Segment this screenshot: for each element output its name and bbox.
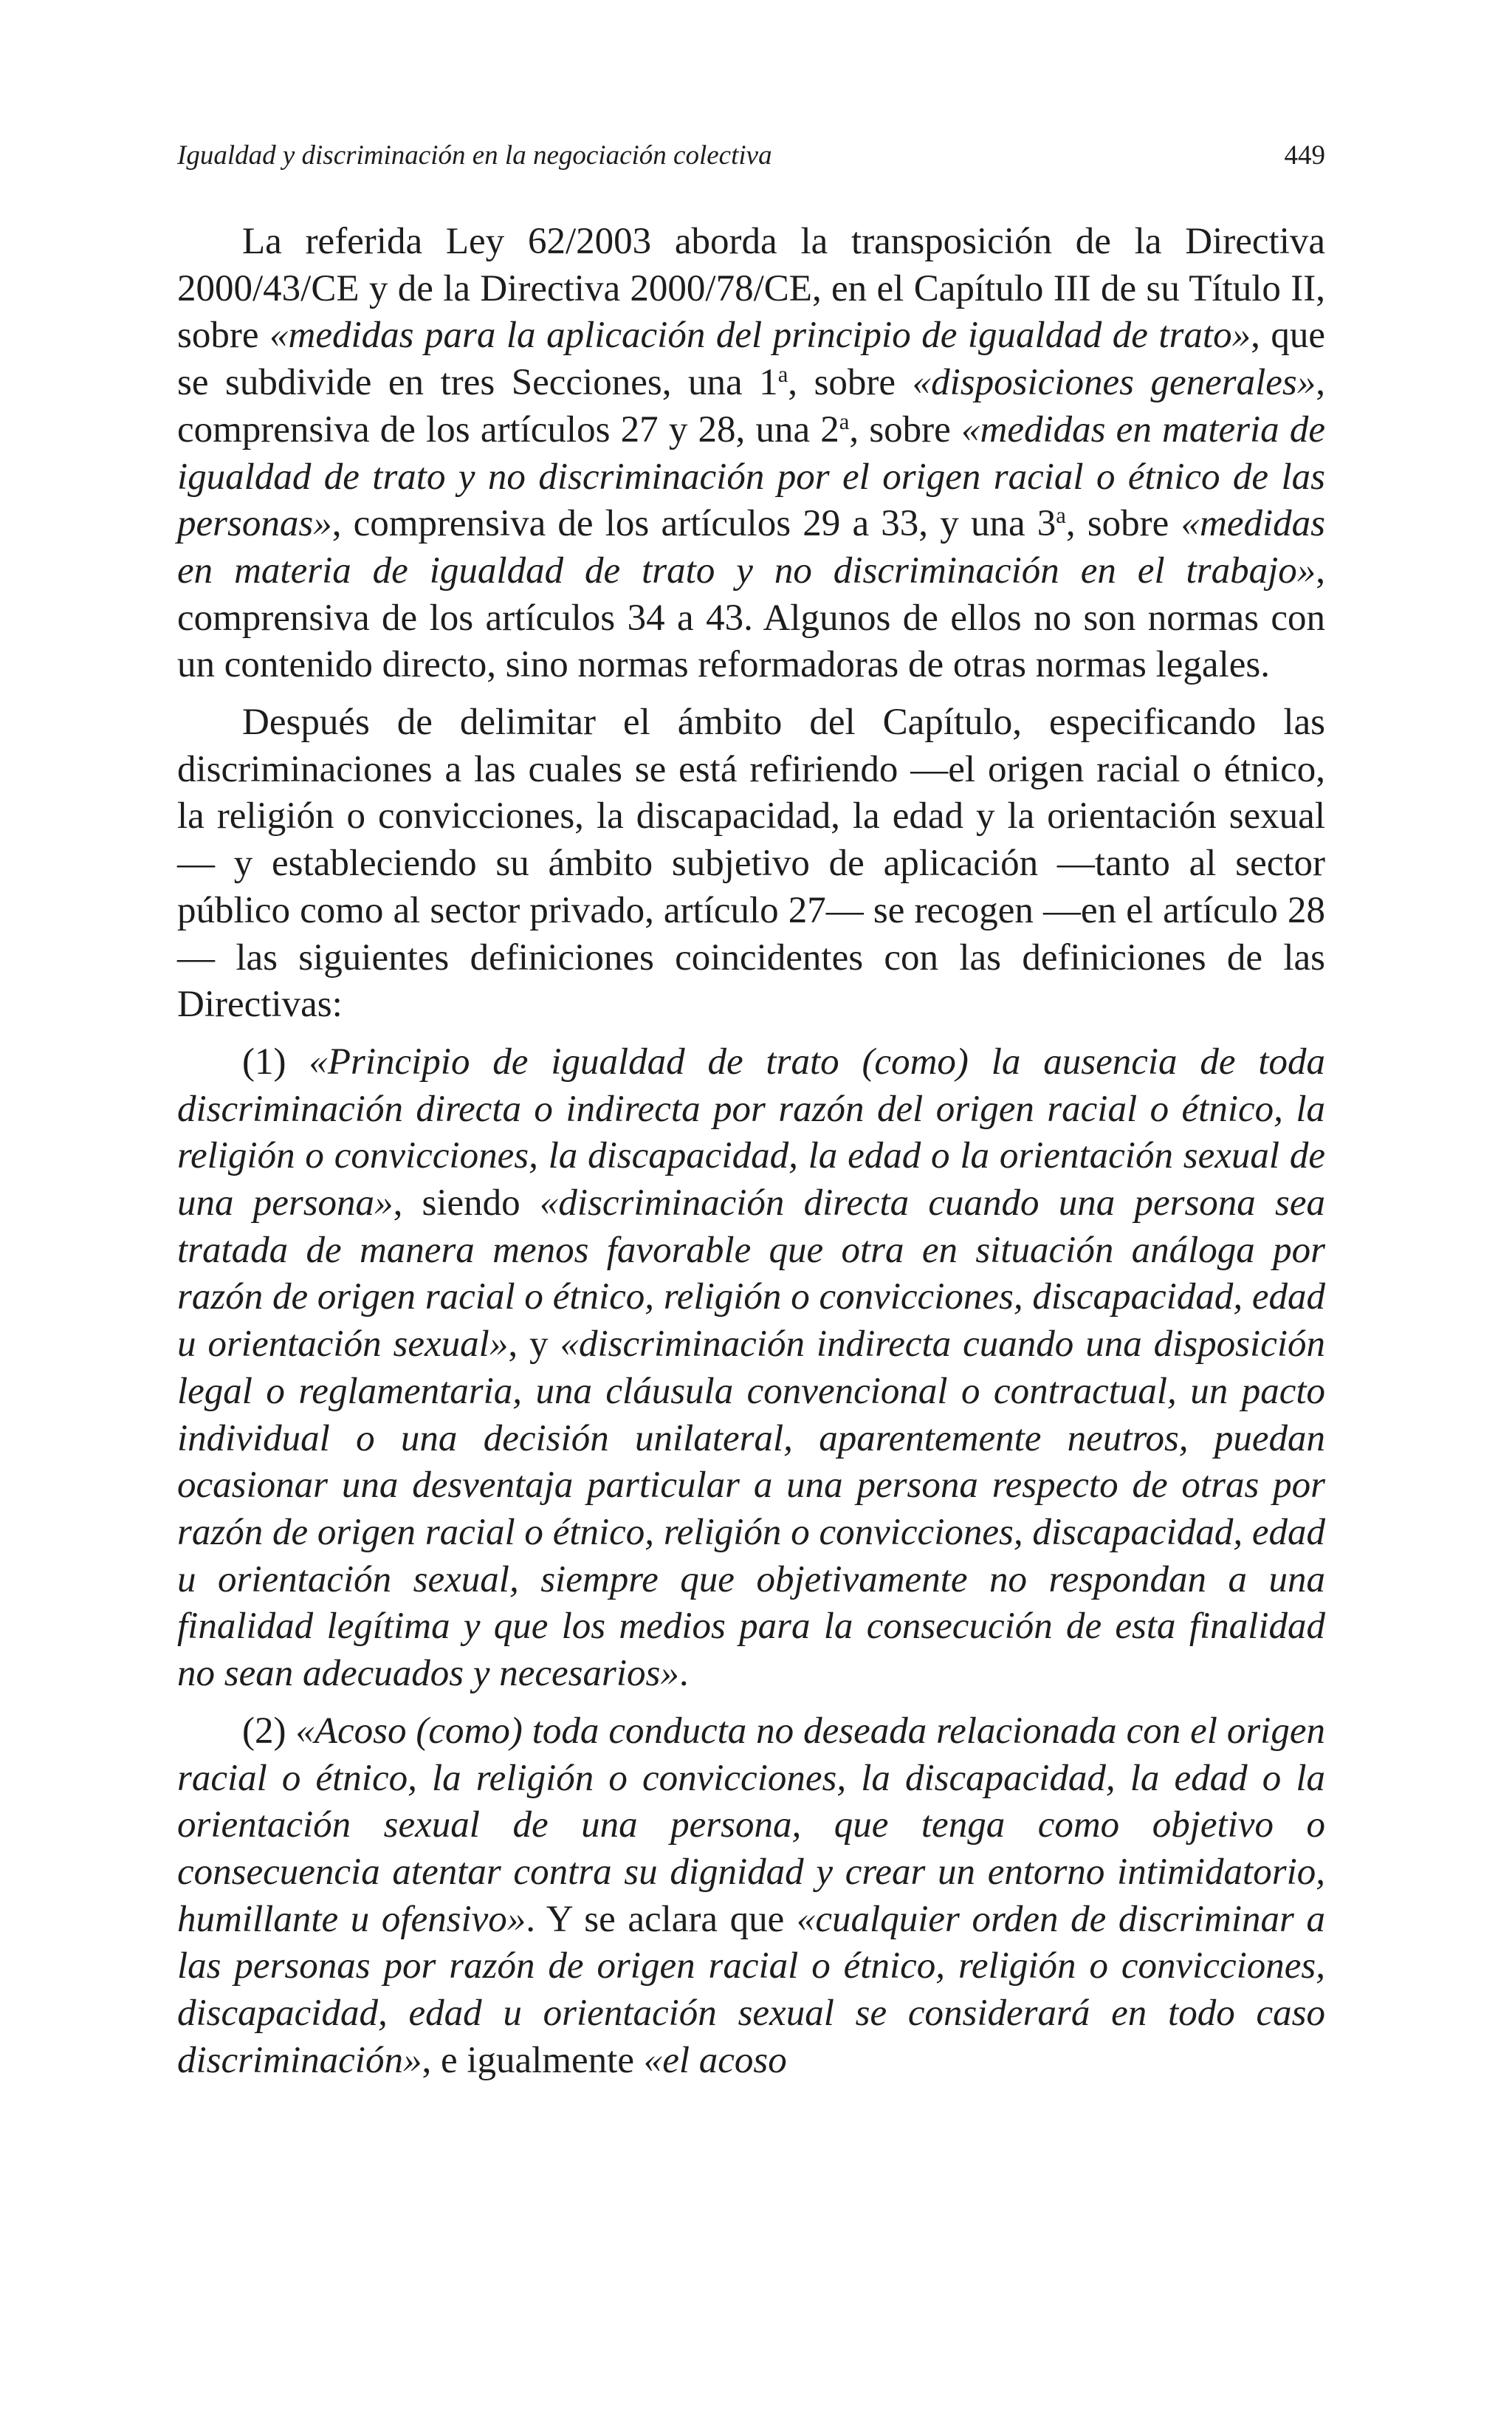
italic-quote: «cualquier orden de discriminar a las personas por razón de origen racial o étnico, religión o convicciones, discapacidad, edad u orientación sexual se considerará en todo caso discriminación» [177, 1898, 1325, 2081]
italic-quote: «medidas en materia de igualdad de trato y no discriminación por el origen racial o étnico de las personas» [177, 408, 1325, 545]
italic-quote: «discriminación indirecta cuando una disposición legal o reglamentaria, una cláusula convencional o contractual, un pacto individual o una decisión unilateral, aparentemente neutros, puedan ocasionar una desventaja particular a una persona respecto de otras por razón de origen racial o étnico, religión o convicciones, discapacidad, edad u orientación sexual, siempre que objetivamente no respondan a una finalidad legítima y que los medios para la consecución de esta finalidad no sean adecuados y necesarios» [177, 1323, 1326, 1695]
text-run: , comprensiva de los artículos 29 a 33, y una 3 [331, 503, 1056, 545]
text-run: , sobre [788, 362, 913, 404]
list-marker: (1) [242, 1041, 309, 1083]
text-run: . [678, 1653, 689, 1695]
ordinal-superscript: a [839, 408, 850, 434]
paragraph-3 [177, 1039, 1325, 1698]
text-run: . Y se aclara que [526, 1898, 797, 1940]
italic-quote: «el acoso [643, 2039, 787, 2081]
text-run: , sobre [849, 408, 961, 450]
ordinal-superscript: a [1056, 503, 1066, 529]
paragraph-4 [177, 1708, 1325, 2085]
text-run: , y [508, 1323, 560, 1366]
book-page [177, 0, 1325, 2412]
italic-quote: «Principio de igualdad de trato (como) la ausencia de toda discriminación directa o indirecta por razón del origen racial o étnico, la religión o convicciones, la discapacidad, la edad o la orientación sexual de una persona» [177, 1041, 1326, 1224]
text-run: , que se subdivide en tres Secciones, una 1 [177, 315, 1326, 404]
italic-quote: «discriminación directa cuando una persona sea tratada de manera menos favorable que otra en situación análoga por razón de origen racial o étnico, religión o convicciones, discapacidad, edad u orientación sexual» [177, 1182, 1325, 1366]
running-title: Igualdad y discriminación en la negociación colectiva [177, 140, 772, 171]
text-run: La referida Ley 62/2003 aborda la transposición de la Directiva 2000/43/CE y de la Directiva 2000/78/CE, en el Capítulo III de su Título II, sobre [177, 221, 1325, 357]
text-run: , e igualmente [422, 2039, 644, 2081]
italic-quote: «Acoso (como) toda conducta no deseada relacionada con el origen racial o étnico, la religión o convicciones, la discapacidad, la edad o la orientación sexual de una persona, que tenga como objetivo o consecuencia atentar contra su dignidad y crear un entorno intimidatorio, humillante u ofensivo» [177, 1710, 1325, 1940]
paragraph-2 [177, 699, 1325, 1029]
text-run: , sobre [1065, 503, 1181, 545]
page-number: 449 [1284, 140, 1325, 171]
text-run: , comprensiva de los artículos 34 a 43. Algunos de ellos no son normas con un contenido directo, sino normas reformadoras de otras normas legales. [177, 549, 1325, 686]
italic-quote: «disposiciones generales» [912, 362, 1316, 404]
body-text [177, 219, 1325, 2094]
text-run: Después de delimitar el ámbito del Capítulo, especificando las discriminaciones a las cuales se está refiriendo —el origen racial o étnico, la religión o convicciones, la discapacidad, la edad y la orientación sexual— y estableciendo su ámbito subjetivo de aplicación —tanto al sector público como al sector privado, artículo 27— se recogen —en el artículo 28— las siguientes definiciones coincidentes con las definiciones de las Directivas: [177, 702, 1325, 1026]
italic-quote: «medidas en materia de igualdad de trato y no discriminación en el trabajo» [177, 503, 1325, 592]
list-marker: (2) [242, 1710, 296, 1752]
paragraph-1 [177, 219, 1325, 689]
italic-quote: «medidas para la aplicación del principio de igualdad de trato» [269, 315, 1251, 357]
text-run: , comprensiva de los artículos 27 y 28, una 2 [177, 362, 1326, 450]
running-header [177, 137, 1325, 174]
ordinal-superscript: a [777, 362, 788, 388]
text-run: , siendo [393, 1182, 540, 1224]
